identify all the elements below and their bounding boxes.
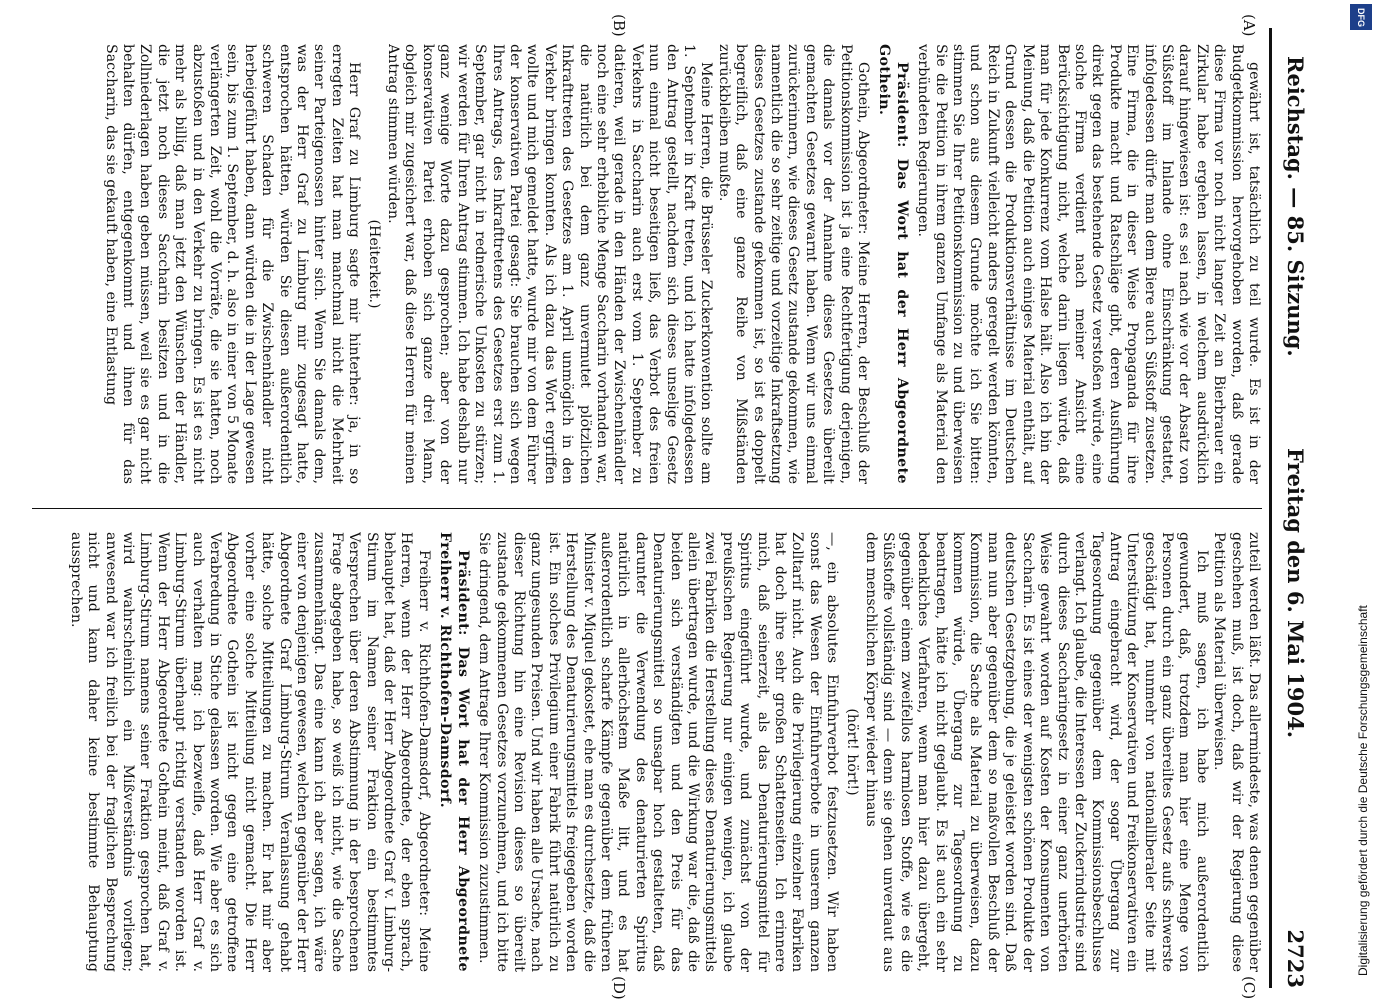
rotated-page <box>18 14 1318 1000</box>
margin-marker-c: (C) <box>1240 976 1258 1000</box>
paragraph: gewährt ist, tatsächlich zu teil wurde. Es ist in der Budgetkommission hervorgehoben worden, daß gerade diese Firma vor noch nicht langer Zeit an Bierbrauer ein Zirkular habe ergehen lassen, in welchem ausdrücklich darauf hingewiesen ist: es sei nach wie vor der Absatz von Süßstoff im Inlande ohne Einschränkung gestattet, infolgedessen dürfe man dem Biere auch Süßstoff zusetzen. Eine Firma, die in dieser Weise Propaganda für ihre Produkte macht und Ratschläge gibt, deren Ausführung direkt gegen das bestehende Gesetz verstoßen würde, eine solche Firma verdient nach meiner Ansicht eine Berücksichtigung nicht, welche darin liegen würde, daß man für jede Konkurrenz vom Halse hält. Also ich bin der Meinung, daß die Petition auch einiges Material enthält, auf Grund dessen die Produktionsverhältnisse im Deutschen Reich in Zukunft vielleicht anders geregelt werden könnten, und schon aus diesem Grunde möchte ich Sie bitten: stimmen Sie Ihrer Petitionskommission zu und überweisen Sie die Petition in ihrem ganzen Umfange als Material den verbündeten Regierungen. <box>915 44 1262 484</box>
right-column <box>27 532 1262 972</box>
paragraph: zuteil werden läßt. Das allermindeste, was denen gegenüber geschehen muß, ist doch, daß wir der Regierung diese Petition als Material überweisen. <box>1211 532 1262 972</box>
dfg-logo: DFG <box>1350 4 1372 30</box>
paragraph: Ich muß sagen, ich habe mich außerordentlich gewundert, daß, trotzdem man hier eine Menge von Personen durch ein ganz übereiltes Gesetz aufs schwerste geschädigt hat, nunmehr von nationalliberaler Seite mit Unterstützung der Konservativen und Freikonservativen ein Antrag eingebracht wird, der sogar Übergang zur Tagesordnung gegenüber dem Kommissionsbeschlusse verlangt. Ich glaube, die Interessen der Zuckerindustrie sind durch dieses Saccharingesetz in einer ganz unerhörten Weise gewahrt worden auf Kosten der Konsumenten von Saccharin. Es ist eines der wenigsten schönen Produkte der deutschen Gesetzgebung, die je geleistet worden sind. Daß man nun aber gegenüber dem so maßvollen Beschluß der Kommission, die Sache als Material zu überweisen, dazu kommen würde, Übergang zur Tagesordnung zu beantragen, hätte ich nicht geglaubt. Es ist auch ein sehr bedenkliches Verfahren, wenn man hier dazu übergeht, gegenüber einem zweifellos harmlosen Stoffe, wie es die Süßstoffe vollständig sind — denn sie gehen unverdaut aus dem menschlichen Körper wieder hinaus <box>863 532 1210 972</box>
speaker-paragraph: Präsident: Das Wort hat der Herr Abgeordnete Gothein. <box>876 44 910 484</box>
paragraph: —, ein absolutes Einfuhrverbot festzusetzen. Wir haben sonst das Wesen der Einfuhrverbote in unserem ganzen Zolltarif nicht. Auch die Privilegierung einzelner Fabriken hat doch ihre sehr großen Schattenseiten. Ich erinnere mich, daß seinerzeit, als das Denaturierungsmittel für Spiritus eingeführt wurde, und zunächst von der preußischen Regierung nur einigen wenigen, ich glaube zwei Fabriken die Herstellung dieses Denaturierungsmittels allein übertragen wurde, und die Wirkung war die, daß die beiden sich verständigten und den Preis für das Denaturierungsmittel so unsagbar hoch gestalteten, daß darunter die Verwendung des denaturierten Spiritus natürlich in allerhöchstem Maße litt, und es hat außerordentlich scharfe Kämpfe gegenüber dem früheren Minister v. Miquel gekostet, ehe man es durchsetzte, daß die Herstellung des Denaturierungsmittels freigegeben worden ist. Ein solches Privilegium einer Fabrik führt natürlich zu ganz ungesunden Preisen. Und wir haben alle Ursache, nach dieser Richtung hin eine Revision dieses so übereilt zustande gekommenen Gesetzes vorzunehmen, und ich bitte Sie dringend, dem Antrage Ihrer Kommission zuzustimmen. <box>476 532 841 972</box>
column-divider <box>32 508 1262 509</box>
interjection: (hört! hört!) <box>843 708 860 796</box>
paragraph: Gothein, Abgeordneter: Meine Herren, der Beschluß der Petitionskommission ist ja eine Rechtfertigung derjenigen, die damals vor der Annahme dieses Gesetzes übereilt gemachten Gesetzes gewarnt haben. Wenn wir uns einmal zurückerinnern, wie dieses Gesetz zustande gekommen, wie namentlich die so sehr zeitige und vorzeitige Inkraftsetzung dieses Gesetzes zustande gekommen ist, so ist es doppelt begreiflich, daß eine ganze Reihe von Mißständen zurückbleiben mußte. <box>715 44 872 484</box>
margin-marker-d: (D) <box>610 976 628 1000</box>
paragraph: Herr Graf zu Limburg sagte mir hinterher: ja, in so erregten Zeiten hat man manchmal nicht die Mehrheit seiner Parteigenossen hinter sich. Wenn Sie damals dem, was der Herr Graf zu Limburg mir zugesagt hatte, entsprochen hätten, würden Sie diesen außerordentlich schweren Schaden für die Zwischenhändler nicht herbeigeführt haben, dann würden die in der Lage gewesen sein, bis zum 1. September, d. h. also in einer von 5 Monate verlängerten Zeit, wohl die Vorräte, die sie hatten, noch abzustoßen und in den Verkehr zu bringen. Es ist es nicht mehr als billig, daß man jetzt den Wünschen der Händler, die jetzt noch dieses Saccharin besitzen und in die Zollniederlagen haben geben müssen, weil sie es gar nicht behalten dürfen, entgegenkommt und ihnen für das Saccharin, das sie gekauft haben, eine Entlastung <box>102 44 363 484</box>
page-header <box>1274 28 1318 988</box>
header-left: Reichstag. — 85. Sitzung. <box>1283 56 1308 357</box>
paragraph: Freiherr v. Richthofen-Damsdorf, Abgeordneter: Meine Herren, wenn der Herr Abgeordnete, der eben sprach, behauptet hat, daß der Herr Abgeordnete Graf v. Limburg-Stirum im Namen seiner Fraktion ein bestimmtes Versprechen über deren Abstimmung in der besprochenen Frage abgegeben habe, so weiß ich nicht, wie die Sache zusammenhängt. Das eine kann ich aber sagen, ich wäre einer von denjenigen gewesen, welchen gegenüber der Herr Abgeordnete Graf Limburg-Stirum Veranlassung gehabt hätte, solche Mitteilungen zu machen. Er hat mir aber vorher eine solche Mitteilung nicht gemacht. Die Herr Abgeordnete Gothein ist nicht gegen eine getroffene Verabredung in Stiche gelassen worden. Wie aber es sich auch verhalten mag: ich bezweifle, daß Herr Graf v. Limburg-Stirum überhaupt richtig verstanden worden ist. Wenn der Herr Abgeordnete Gothein meint, daß Graf v. Limburg-Stirum namens seiner Fraktion gesprochen hat, wird wahrscheinlich ein Mißverständnis vorliegen; anwesend war ich freilich bei der fraglichen Besprechung nicht und kann daher keine bestimmte Behauptung aussprechen. <box>67 532 432 972</box>
margin-marker-b: (B) <box>610 14 628 37</box>
digitization-credit: Digitalisierung gefördert durch die Deutsche Forschungsgemeinschaft <box>1356 605 1370 976</box>
interjection: (Heiterkeit.) <box>365 219 382 309</box>
paragraph: Meine Herren, die Brüsseler Zuckerkonvention sollte am 1. September in Kraft treten, und ich hatte infolgedessen den Antrag gestellt, nachdem sich dieses unselige Gesetz nun einmal nicht beseitigen ließ, das Verbot des freien Verkehrs in Saccharin auch erst vom 1. September zu datieren, weil gerade in den Händen der Zwischenhändler noch eine sehr erhebliche Menge Saccharin vorhanden war, die natürlich bei dem ganz unvermutet plötzlichen Inkrafttreten des Gesetzes am 1. April unmöglich in den Verkehr bringen konnten. Als ich dazu das Wort ergriffen wollte und mich gemeldet hatte, wurde mir von dem Führer der konservativen Partei gesagt: Sie brauchen sich wegen Ihres Antrags, des Inkrafttretens des Gesetzes erst zum 1. September, gar nicht in rednerische Unkosten zu stürzen; wir werden für Ihren Antrag stimmen. Ich habe deshalb nur ganz wenige Worte dazu gesprochen; aber von der konservativen Partei erhoben sich ganze drei Mann, obgleich mir zugesichert war, daß diese Herren für meinen Antrag stimmen würden. <box>385 44 715 484</box>
margin-marker-a: (A) <box>1240 14 1258 37</box>
header-date: Freitag den 6. Mai 1904. <box>1283 448 1308 739</box>
left-column <box>27 44 1262 484</box>
page-number: 2723 <box>1283 929 1308 988</box>
header-rule <box>1269 28 1272 988</box>
speaker-paragraph: Präsident: Das Wort hat der Herr Abgeordnete Freiherr v. Richthofen-Damsdorf. <box>437 532 471 972</box>
